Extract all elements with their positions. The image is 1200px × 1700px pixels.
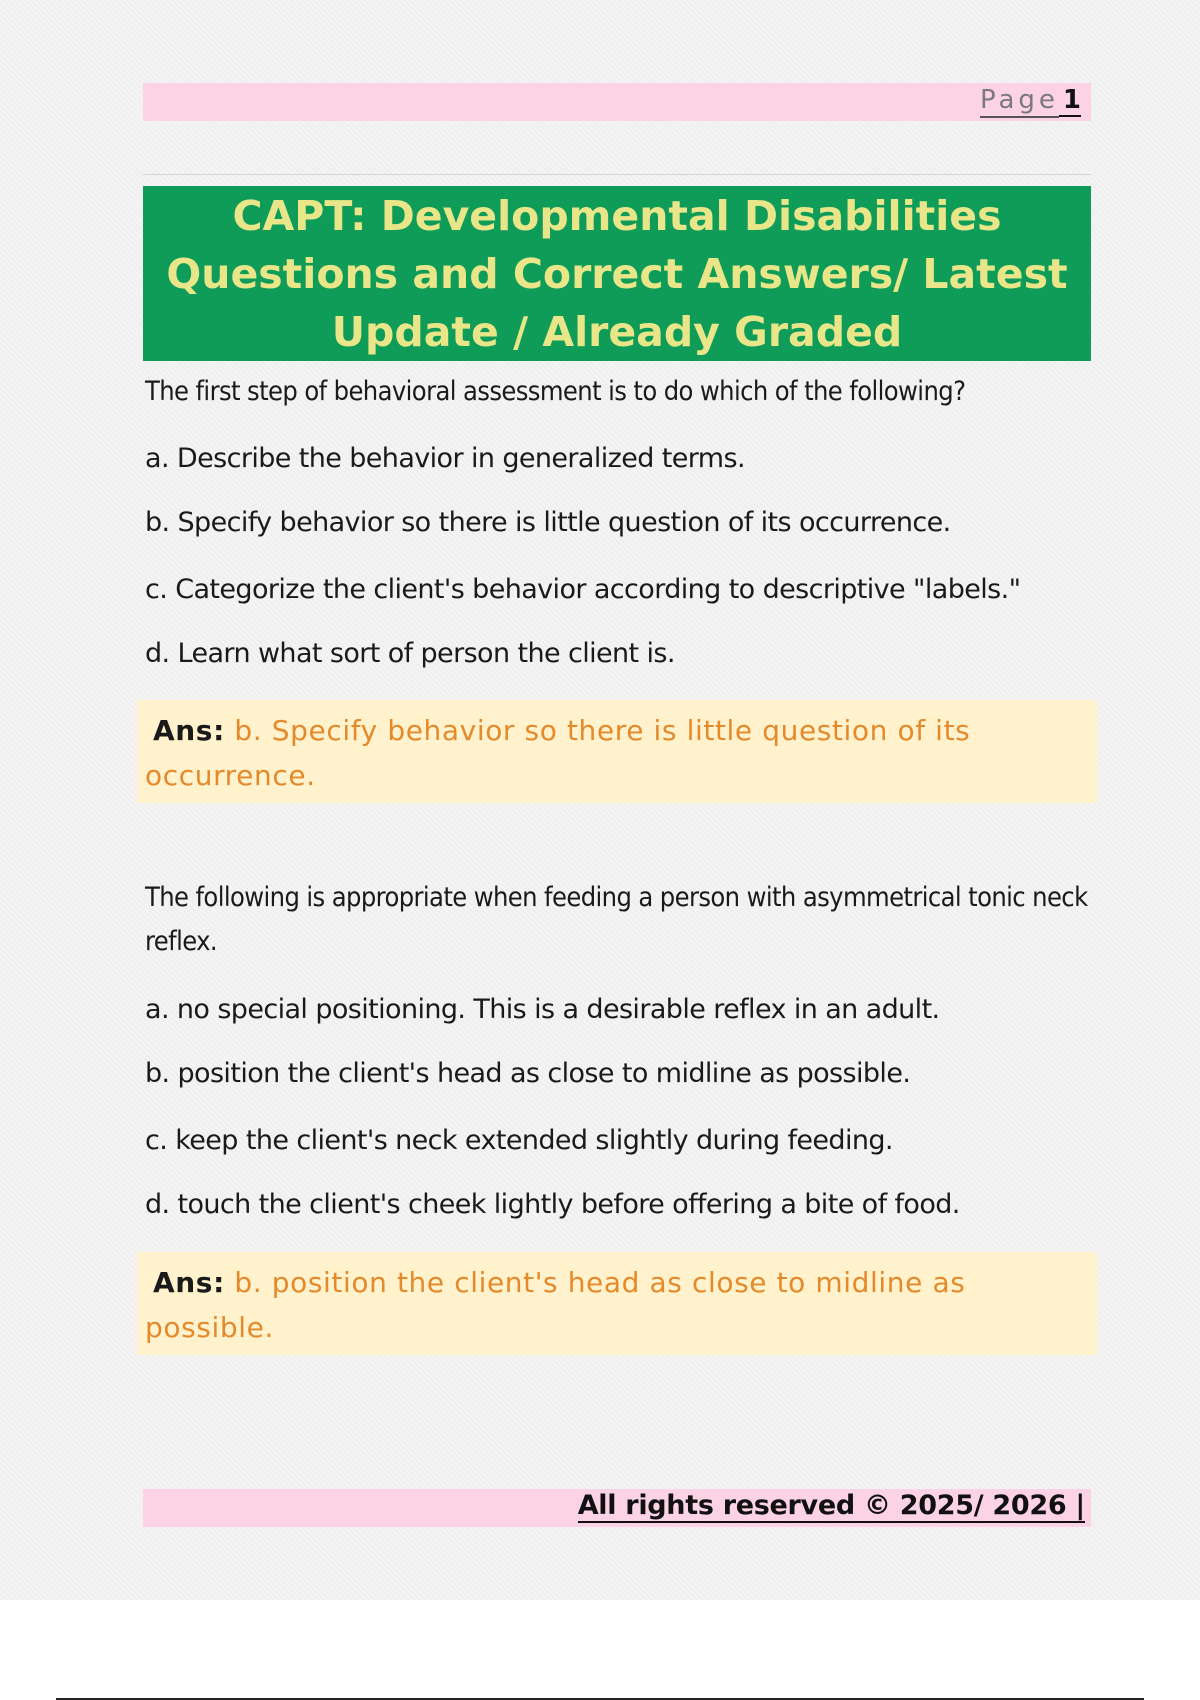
answer-label: Ans:: [153, 714, 225, 747]
question-1-text: The first step of behavioral assessment is to do which of the following?: [145, 376, 966, 407]
question-2-option-a: a. no special positioning. This is a desirable reflex in an adult.: [145, 994, 940, 1025]
question-2-option-b: b. position the client's head as close to midline as possible.: [145, 1058, 911, 1089]
question-1-option-b: b. Specify behavior so there is little question of its occurrence.: [145, 507, 951, 538]
question-1-option-d: d. Learn what sort of person the client is.: [145, 638, 675, 669]
question-2-option-c: c. keep the client's neck extended slightly during feeding.: [145, 1125, 893, 1156]
answer-label: Ans:: [153, 1266, 225, 1299]
question-2-text: The following is appropriate when feeding a person with asymmetrical tonic neck reflex.: [145, 882, 1088, 957]
question-2-answer-box: [137, 1252, 1097, 1355]
question-2-answer: b. position the client's head as close to midline as possible.: [145, 1266, 966, 1344]
page-footer: [143, 1489, 1091, 1527]
question-1-answer-box: [137, 700, 1097, 803]
question-2-option-d: d. touch the client's cheek lightly before offering a bite of food.: [145, 1189, 960, 1220]
page-number: 1: [1059, 85, 1081, 117]
question-1-option-c: c. Categorize the client's behavior according to descriptive "labels.": [145, 574, 1021, 605]
document-title: CAPT: Developmental Disabilities Questions and Correct Answers/ Latest Update / Already Graded: [166, 191, 1068, 356]
question-1-answer: b. Specify behavior so there is little question of its occurrence.: [145, 714, 971, 792]
page-number-label: [980, 85, 1081, 115]
header-divider: [143, 174, 1091, 175]
title-banner: [143, 186, 1091, 361]
page-header: [143, 83, 1091, 121]
page-label: Page: [980, 85, 1059, 118]
copyright-text: All rights reserved © 2025/ 2026 |: [577, 1490, 1085, 1521]
question-1-option-a: a. Describe the behavior in generalized terms.: [145, 443, 745, 474]
